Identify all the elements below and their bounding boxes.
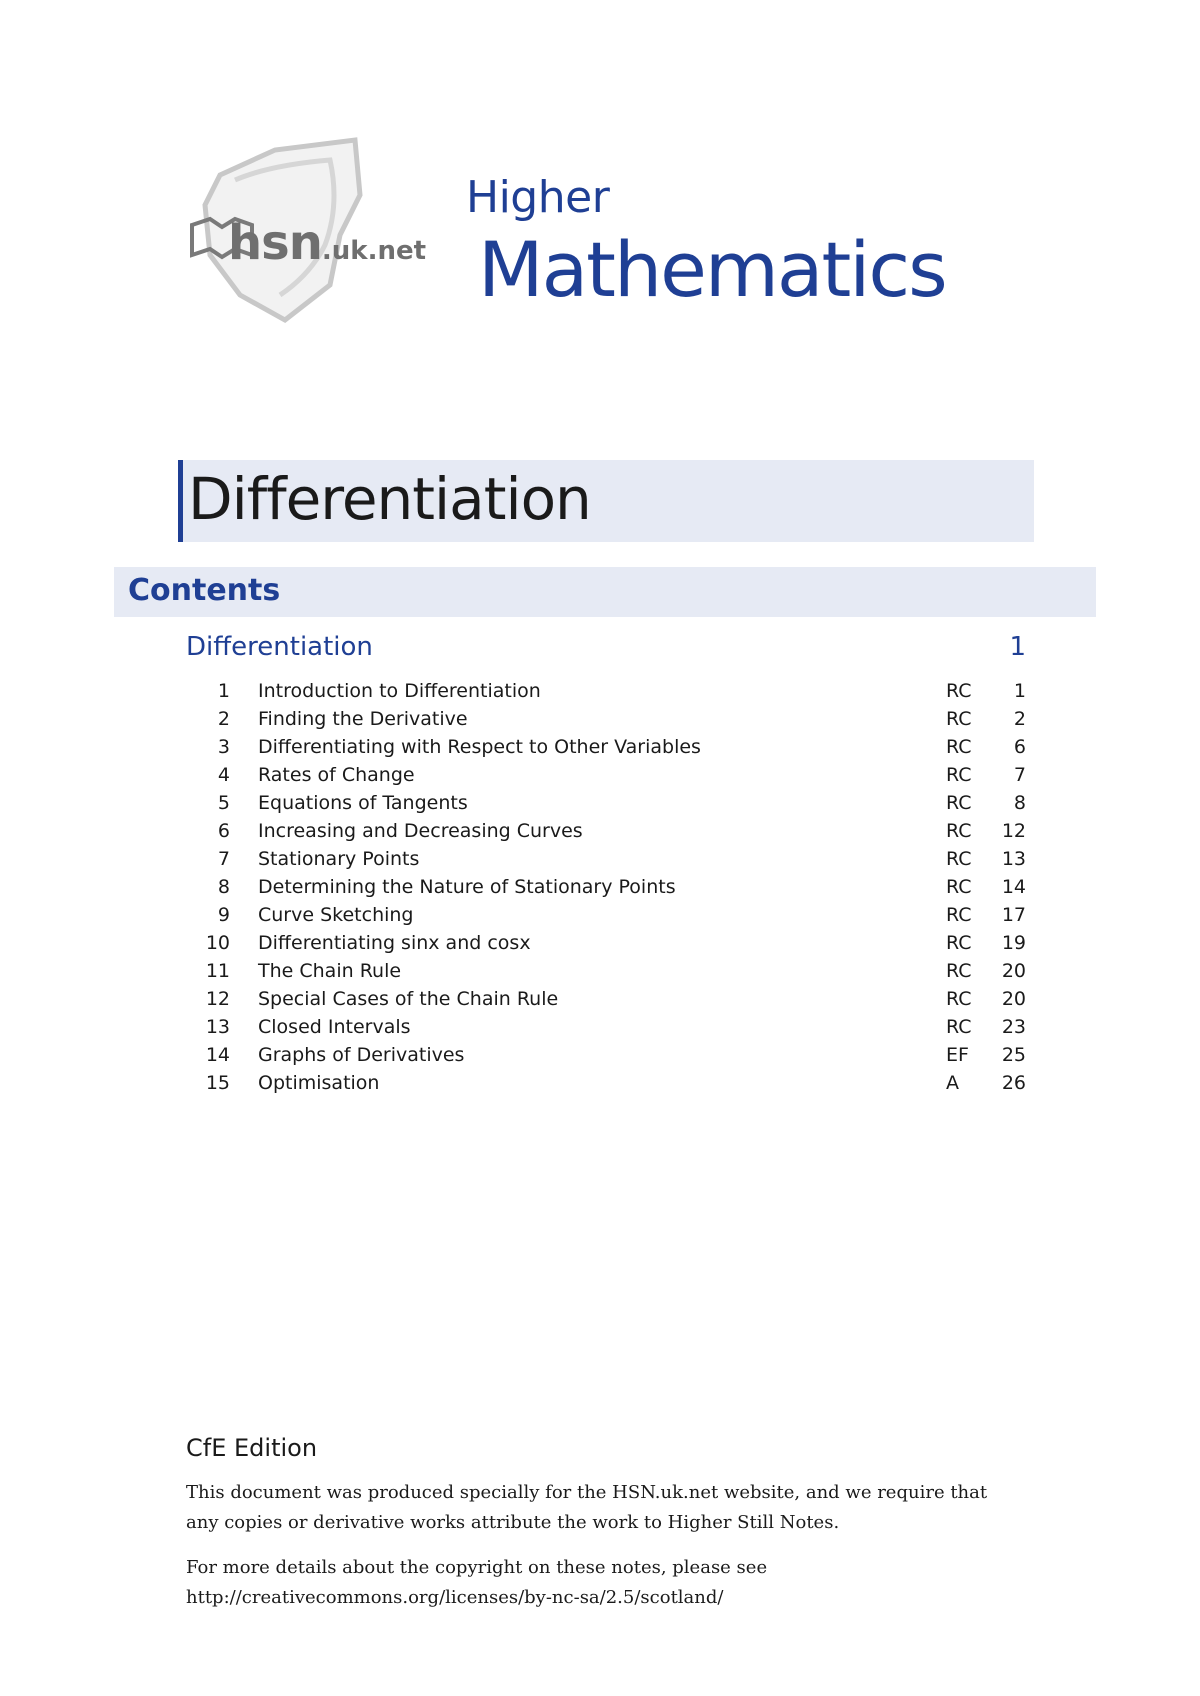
toc-item-page: 6: [1013, 736, 1026, 758]
toc-section-title: Differentiation: [186, 632, 373, 662]
toc-item[interactable]: [186, 1041, 1026, 1069]
toc-item-title: Rates of Change: [258, 764, 415, 786]
header-higher: Higher: [466, 172, 610, 223]
toc-item-page: 7: [1013, 764, 1026, 786]
toc-item-number: 6: [217, 820, 230, 842]
toc-item-tag: RC: [946, 736, 972, 758]
toc-item-tag: A: [946, 1072, 959, 1094]
toc-item-page: 17: [1001, 904, 1026, 926]
toc-item-number: 13: [205, 1016, 230, 1038]
toc-item-number: 5: [217, 792, 230, 814]
toc-item[interactable]: [186, 929, 1026, 957]
toc-item-page: 2: [1013, 708, 1026, 730]
toc-item-page: 26: [1001, 1072, 1026, 1094]
toc-item-number: 1: [217, 680, 230, 702]
toc-item-number: 12: [205, 988, 230, 1010]
toc-item-page: 1: [1013, 680, 1026, 702]
title-accent-bar: [178, 460, 183, 542]
toc-item-tag: EF: [946, 1044, 969, 1066]
toc-item-number: 7: [217, 848, 230, 870]
logo-main-text: hsn: [228, 215, 322, 271]
toc-item-title: Introduction to Differentiation: [258, 680, 541, 702]
toc-item-tag: RC: [946, 1016, 972, 1038]
toc-item-tag: RC: [946, 820, 972, 842]
toc-item-title: Curve Sketching: [258, 904, 414, 926]
toc-item-title: Closed Intervals: [258, 1016, 411, 1038]
toc-item[interactable]: [186, 901, 1026, 929]
toc-item[interactable]: [186, 985, 1026, 1013]
toc-item-number: 3: [217, 736, 230, 758]
toc-item-number: 14: [205, 1044, 230, 1066]
toc-item-title: Differentiating with Respect to Other Variables: [258, 736, 701, 758]
toc-item-number: 2: [217, 708, 230, 730]
toc-item[interactable]: [186, 1069, 1026, 1097]
toc-item-title: Increasing and Decreasing Curves: [258, 820, 583, 842]
toc-item-title: Finding the Derivative: [258, 708, 468, 730]
toc-item-page: 12: [1001, 820, 1026, 842]
copyright-link[interactable]: http://creativecommons.org/licenses/by-nc-sa/2.5/scotland/: [186, 1587, 724, 1608]
toc-item-title: Stationary Points: [258, 848, 420, 870]
toc-item-page: 20: [1001, 960, 1026, 982]
toc-item[interactable]: [186, 1013, 1026, 1041]
toc-item[interactable]: [186, 677, 1026, 705]
toc-item[interactable]: [186, 733, 1026, 761]
toc-item-number: 9: [217, 904, 230, 926]
toc-item-tag: RC: [946, 848, 972, 870]
toc-item-tag: RC: [946, 680, 972, 702]
toc-item-title: Differentiating sinx and cosx: [258, 932, 531, 954]
header-mathematics: Mathematics: [478, 225, 946, 314]
toc-item[interactable]: [186, 789, 1026, 817]
toc-section-page: 1: [1009, 632, 1026, 662]
toc-item-title: Optimisation: [258, 1072, 380, 1094]
copyright-text: For more details about the copyright on these notes, please see: [186, 1557, 768, 1578]
logo-domain-text: .uk.net: [321, 236, 427, 266]
toc-item-tag: RC: [946, 988, 972, 1010]
toc-item[interactable]: [186, 705, 1026, 733]
toc-item[interactable]: [186, 873, 1026, 901]
toc-item-page: 14: [1001, 876, 1026, 898]
toc-item-tag: RC: [946, 904, 972, 926]
document-title: Differentiation: [188, 465, 591, 533]
toc-item-title: Special Cases of the Chain Rule: [258, 988, 559, 1010]
toc-item-page: 23: [1001, 1016, 1026, 1038]
toc-item-number: 11: [205, 960, 230, 982]
contents-heading: Contents: [128, 573, 281, 608]
toc-item-number: 10: [205, 932, 230, 954]
toc-item-tag: RC: [946, 876, 972, 898]
toc-item[interactable]: [186, 957, 1026, 985]
toc-item-page: 13: [1001, 848, 1026, 870]
attribution-paragraph: This document was produced specially for the HSN.uk.net website, and we require that any copies or derivative works attribute the work to Higher Still Notes.: [186, 1482, 988, 1533]
toc-item-title: The Chain Rule: [258, 960, 402, 982]
toc-item-number: 15: [205, 1072, 230, 1094]
toc-item[interactable]: [186, 817, 1026, 845]
toc-item-title: Determining the Nature of Stationary Points: [258, 876, 676, 898]
toc-item-number: 4: [217, 764, 230, 786]
toc-item-tag: RC: [946, 792, 972, 814]
toc-item-page: 19: [1001, 932, 1026, 954]
toc-item-tag: RC: [946, 764, 972, 786]
toc-item-title: Equations of Tangents: [258, 792, 468, 814]
toc-item[interactable]: [186, 761, 1026, 789]
toc-item-page: 20: [1001, 988, 1026, 1010]
copyright-paragraph: [186, 1553, 1016, 1613]
table-of-contents: [186, 677, 1026, 1097]
toc-item-page: 8: [1013, 792, 1026, 814]
toc-item-tag: RC: [946, 960, 972, 982]
edition-label: CfE Edition: [186, 1434, 318, 1462]
toc-item-tag: RC: [946, 932, 972, 954]
toc-item-title: Graphs of Derivatives: [258, 1044, 465, 1066]
toc-item-number: 8: [217, 876, 230, 898]
toc-item[interactable]: [186, 845, 1026, 873]
toc-item-page: 25: [1001, 1044, 1026, 1066]
hsn-logo: [180, 135, 440, 325]
logo-wordmark: [228, 215, 426, 271]
toc-section[interactable]: [186, 632, 1026, 668]
toc-item-tag: RC: [946, 708, 972, 730]
